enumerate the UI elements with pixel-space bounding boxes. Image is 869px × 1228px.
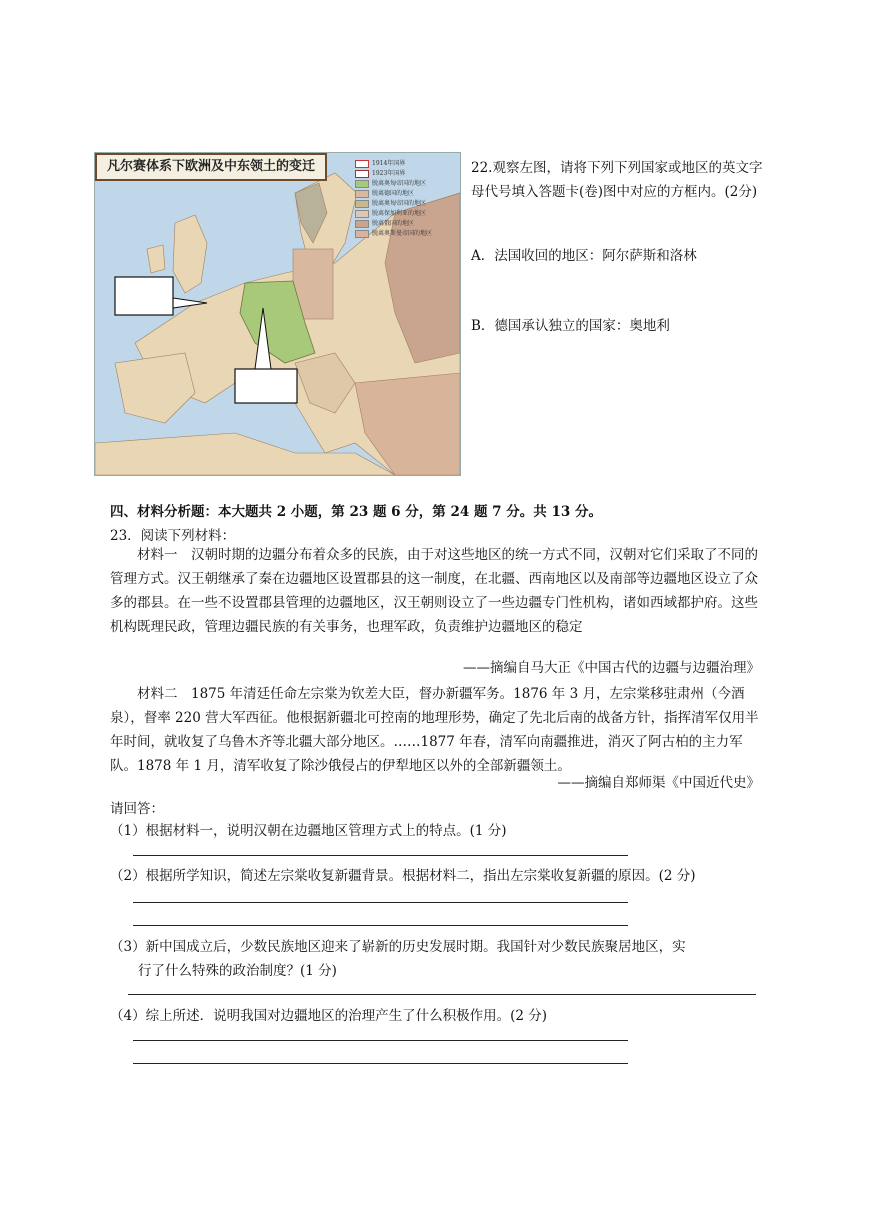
sub-question-3-continued: 行了什么特殊的政治制度？(1 分) (138, 963, 337, 979)
answer-prompt: 请回答： (110, 801, 164, 817)
map-legend (355, 159, 455, 239)
section-heading: 四、材料分析题：本大题共 2 小题，第 23 题 6 分，第 24 题 7 分。共 13 分。 (110, 504, 602, 520)
material-1: 材料一 汉朝时期的边疆分布着众多的民族，由于对这些地区的统一方式不同，汉朝对它们采取了不同的管理方式。汉王朝继承了秦在边疆地区设置郡县的这一制度，在北疆、西南地区以及南部等边疆地区设立了众多的郡县。在一些不设置郡县管理的边疆地区，汉王朝则设立了一些边疆专门性机构，诸如西域都护府。这些机构既理民政，管理边疆民族的有关事务，也理军政，负责维护边疆地区的稳定 (110, 547, 758, 635)
legend-item: 脱离德国的地区 (355, 189, 455, 199)
material-2-source: ——摘编自郑师渠《中国近代史》 (557, 775, 760, 791)
question-22-stem: 22.观察左图，请将下列下列国家或地区的英文字母代号填入答题卡(卷)图中对应的方框内。(2分) (471, 160, 763, 200)
legend-item: 脱离奥匈帝国的地区 (355, 199, 455, 209)
sub-question-4: （4）综上所述．说明我国对边疆地区的治理产生了什么积极作用。(2 分) (110, 1008, 548, 1024)
answer-line[interactable] (133, 902, 628, 903)
sub-question-3: （3）新中国成立后，少数民族地区迎来了崭新的历史发展时期。我国针对少数民族聚居地区，实 (110, 939, 686, 955)
sub-question-1: （1）根据材料一，说明汉朝在边疆地区管理方式上的特点。(1 分) (110, 823, 507, 839)
answer-line[interactable] (133, 925, 628, 926)
legend-item: 1923年国界 (355, 169, 455, 179)
answer-line[interactable] (133, 855, 628, 856)
question-22 (471, 156, 771, 336)
material-2: 材料二 1875 年清廷任命左宗棠为钦差大臣，督办新疆军务。1876 年 3 月，左宗棠移驻肃州（今酒泉），督率 220 营大军西征。他根据新疆北可控南的地理形势，确定了先北后南的战备方针，指挥清军仅用半年时间，就收复了乌鲁木齐等北疆大部分地区。……1877 年春，清军向南疆推进，消灭了阿古柏的主力军队。1878 年 1 月，清军收复了除沙俄侵占的伊犁地区以外的全部新疆领土。 (110, 686, 759, 774)
legend-item: 脱离保加利亚的地区 (355, 209, 455, 219)
answer-line[interactable] (128, 994, 756, 995)
answer-line[interactable] (133, 1040, 628, 1041)
answer-line[interactable] (133, 1063, 628, 1064)
legend-item: 脱离奥斯曼帝国的地区 (355, 229, 455, 239)
map-title: 凡尔赛体系下欧洲及中东领土的变迁 (95, 153, 327, 181)
question-22-option-a: A．法国收回的地区：阿尔萨斯和洛林 (471, 248, 697, 264)
legend-item: 脱离俄国的地区 (355, 219, 455, 229)
question-22-option-b: B．德国承认独立的国家：奥地利 (471, 318, 670, 334)
legend-item: 脱离奥匈帝国的地区 (355, 179, 455, 189)
sub-question-2: （2）根据所学知识，简述左宗棠收复新疆背景。根据材料二，指出左宗棠收复新疆的原因。(2 分) (110, 868, 696, 884)
legend-item: 1914年国界 (355, 159, 455, 169)
question-23-intro: 23．阅读下列材料： (110, 528, 236, 544)
map-figure (94, 152, 461, 476)
material-1-source: ——摘编自马大正《中国古代的边疆与边疆治理》 (463, 660, 760, 676)
